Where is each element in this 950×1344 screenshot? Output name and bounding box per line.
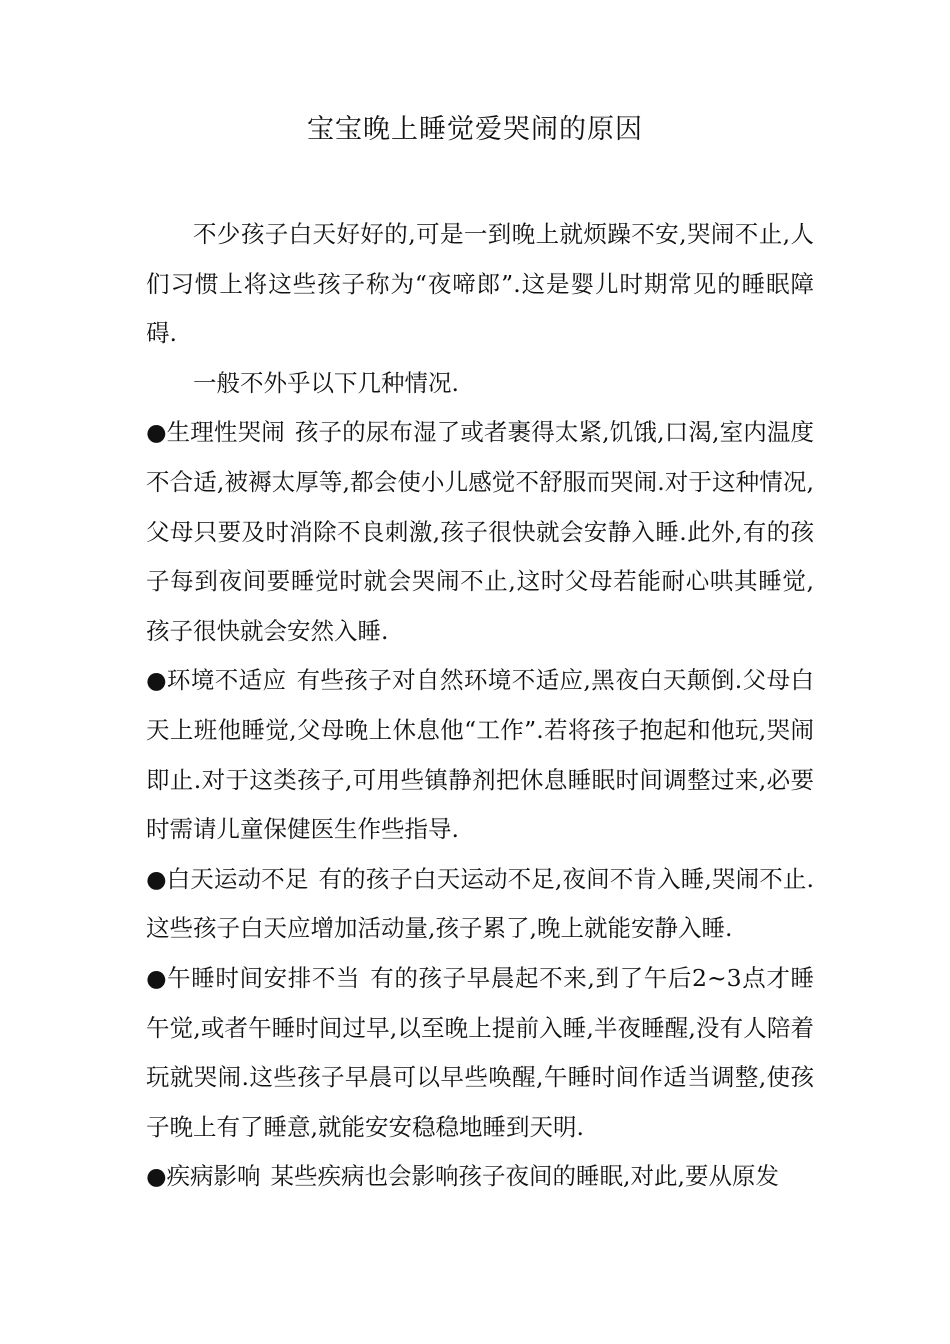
list-item-text: 有的孩子早晨起不来,到了午后2~3点才睡午觉,或者午睡时间过早,以至晚上提前入睡,半夜睡醒,没有人陪着玩就哭闹.这些孩子早晨可以早些唤醒,午睡时间作适当调整,使孩子晚上有了睡意,就能安安稳稳地睡到天明. <box>146 963 814 1141</box>
list-item-text: 某些疾病也会影响孩子夜间的睡眠,对此,要从原发 <box>270 1162 779 1191</box>
list-item <box>146 1152 814 1202</box>
document-title: 宝宝晚上睡觉爱哭闹的原因 <box>307 114 643 145</box>
list-item-heading: ●生理性哭闹 <box>146 418 285 447</box>
list-item-text: 有些孩子对自然环境不适应,黑夜白天颠倒.父母白天上班他睡觉,父母晚上休息他“工作”.若将孩子抱起和他玩,哭闹即止.对于这类孩子,可用些镇静剂把休息睡眠时间调整过来,必要时需请儿童保健医生作些指导. <box>146 666 814 844</box>
list-item <box>146 954 814 1152</box>
list-item-heading: ●白天运动不足 <box>146 864 309 893</box>
list-item <box>146 656 814 854</box>
list-item-text: 孩子的尿布湿了或者裹得太紧,饥饿,口渴,室内温度不合适,被褥太厚等,都会使小儿感觉不舒服而哭闹.对于这种情况,父母只要及时消除不良刺激,孩子很快就会安静入睡.此外,有的孩子每到夜间要睡觉时就会哭闹不止,这时父母若能耐心哄其睡觉,孩子很快就会安然入睡. <box>146 418 814 645</box>
list-item-heading: ●疾病影响 <box>146 1162 261 1191</box>
list-item-heading: ●午睡时间安排不当 <box>146 963 361 992</box>
list-item-text: 有的孩子白天运动不足,夜间不肯入睡,哭闹不止.这些孩子白天应增加活动量,孩子累了,晚上就能安静入睡. <box>146 864 814 943</box>
list-item-heading: ●环境不适应 <box>146 666 287 695</box>
list-item <box>146 855 814 954</box>
list-item <box>146 408 814 656</box>
intro-paragraph: 不少孩子白天好好的,可是一到晚上就烦躁不安,哭闹不止,人们习惯上将这些孩子称为“夜啼郎”.这是婴儿时期常见的睡眠障碍. <box>146 220 814 348</box>
lead-paragraph: 一般不外乎以下几种情况. <box>193 368 459 397</box>
document-body <box>146 210 814 1202</box>
